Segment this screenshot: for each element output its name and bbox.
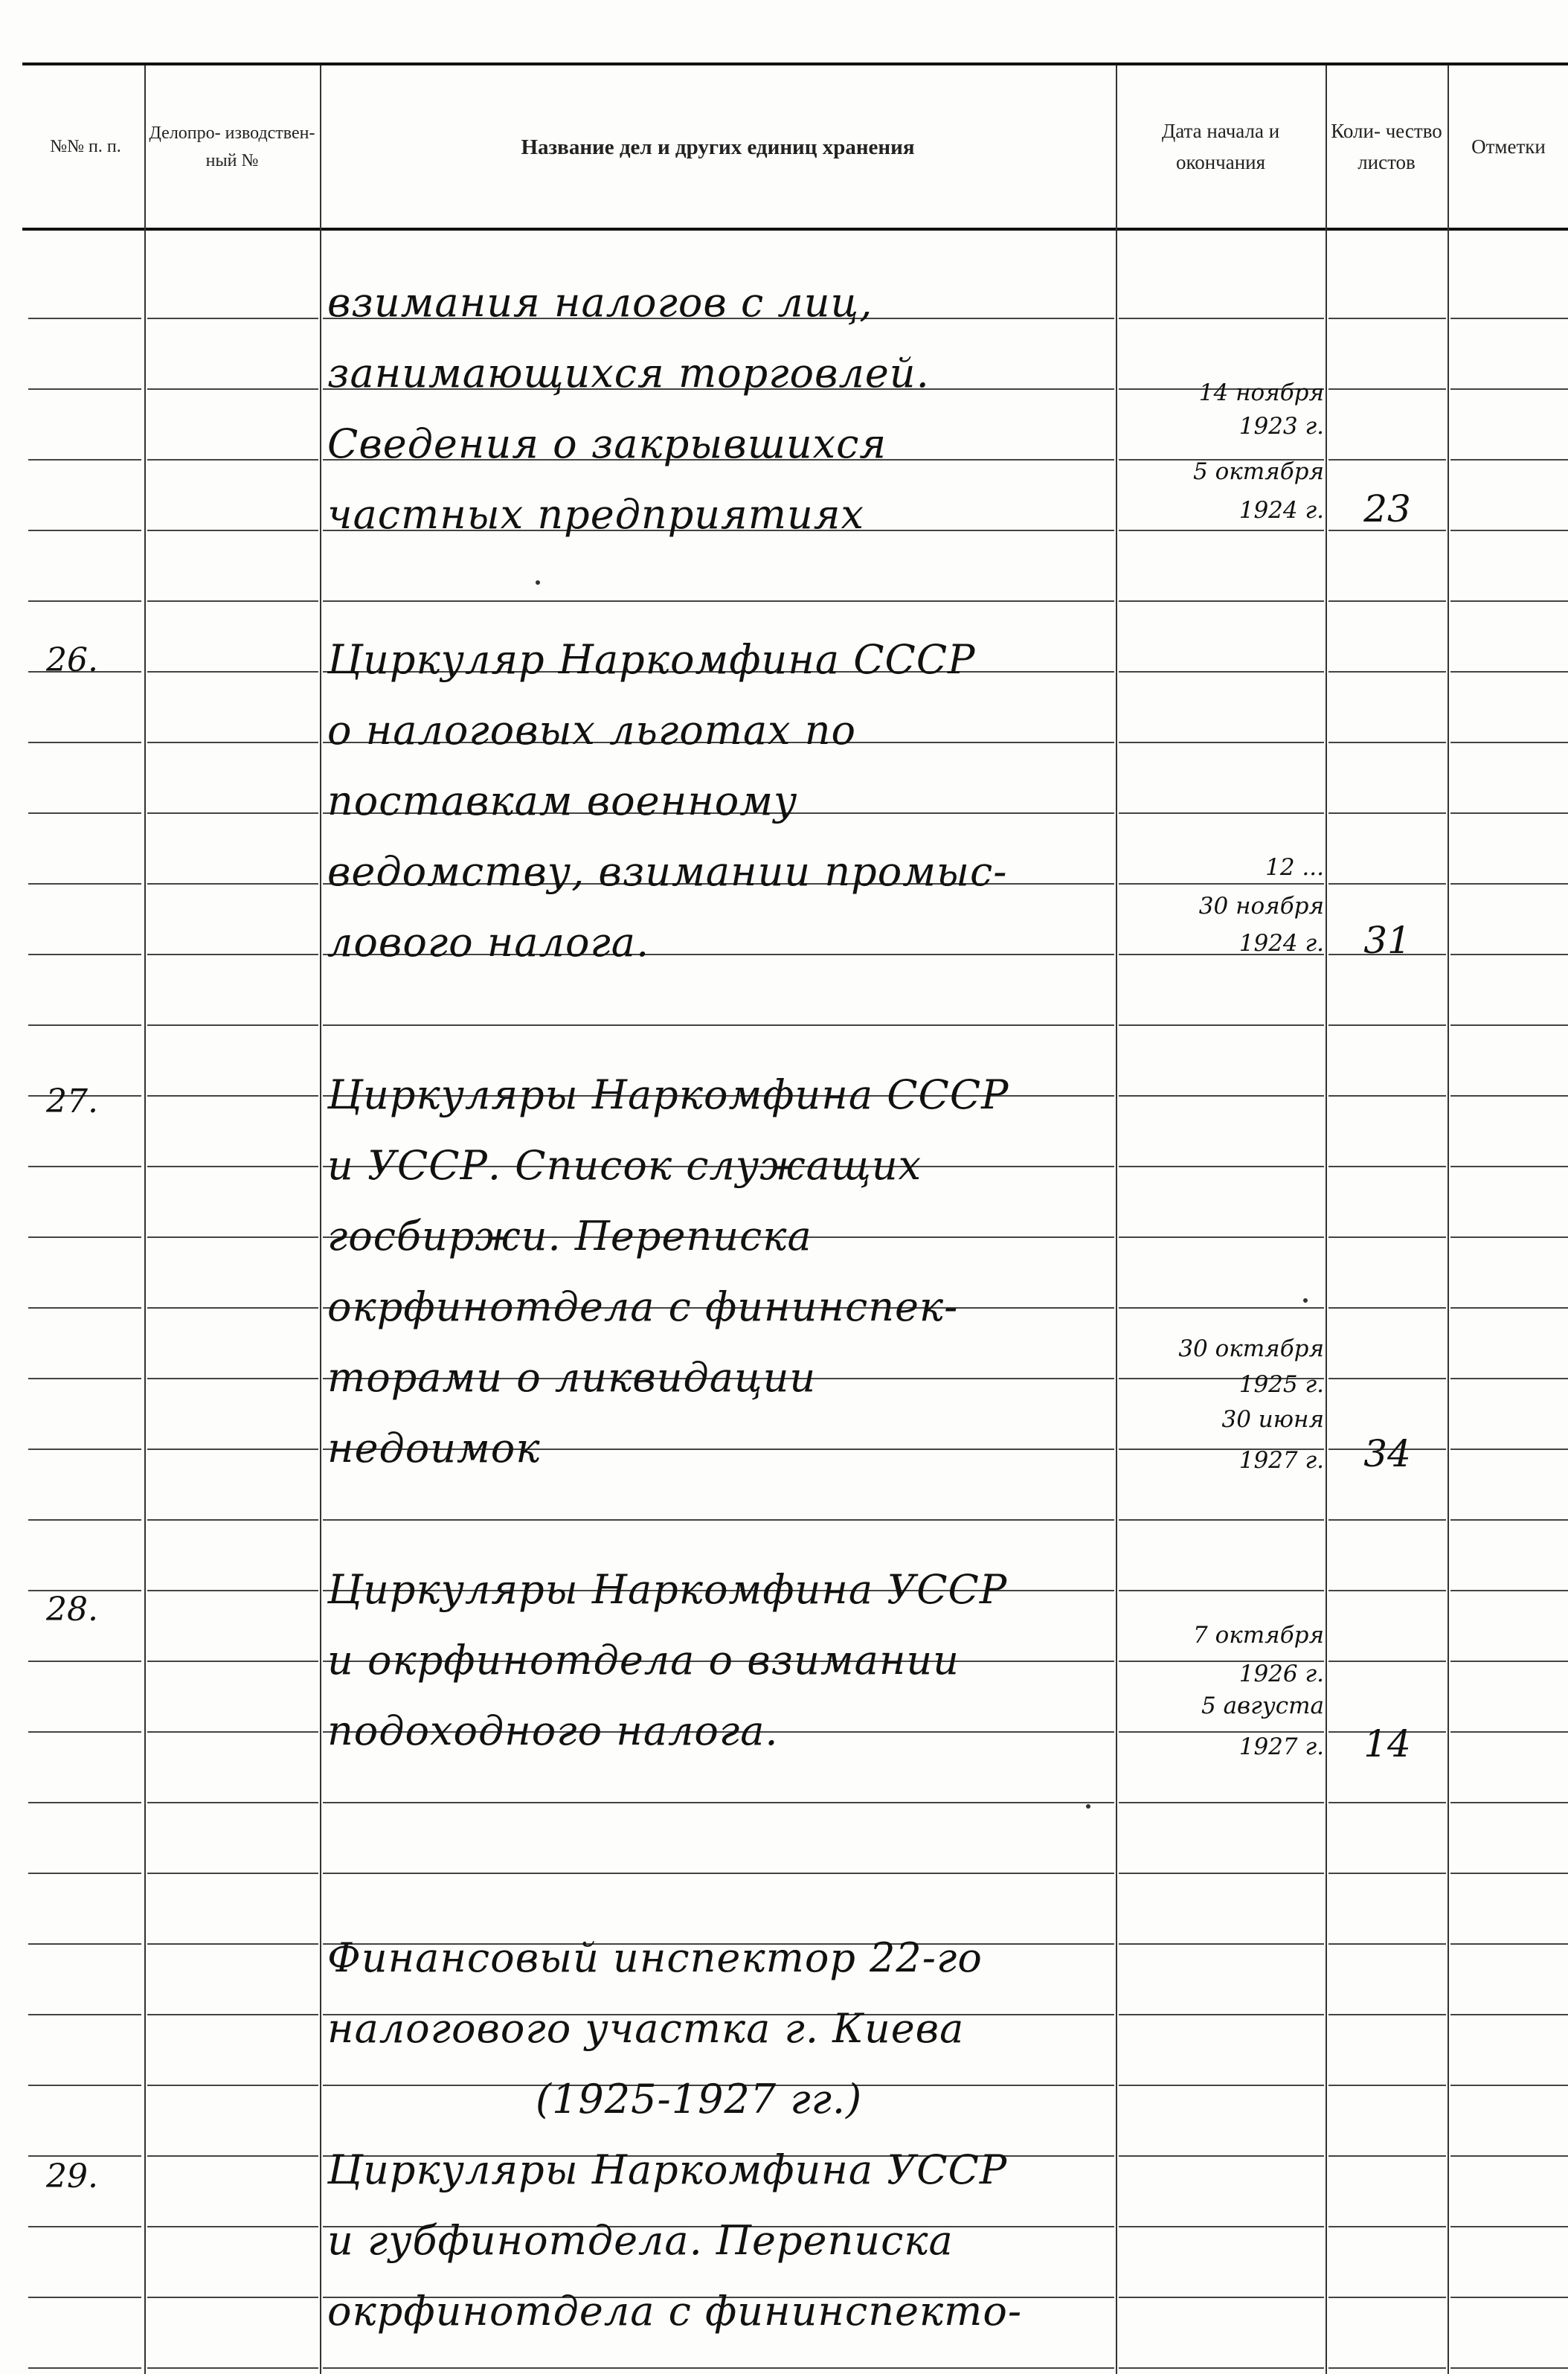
ruled-line: [1119, 2155, 1324, 2157]
ruled-line: [147, 742, 318, 743]
ruled-line: [1119, 2297, 1324, 2298]
ruled-line: [147, 1590, 318, 1591]
ruled-line: [147, 671, 318, 673]
entry-line: и окрфинотдела о взимании: [327, 1637, 960, 1684]
ruled-line: [1119, 742, 1324, 743]
ruled-line: [323, 600, 1114, 602]
date-line: 30 октября: [1178, 1335, 1324, 1362]
ruled-line: [28, 388, 141, 390]
ruled-line: [1119, 812, 1324, 814]
column-divider: [320, 65, 321, 2374]
header-title: Название дел и других единиц хранения: [521, 135, 915, 159]
ruled-line: [28, 1943, 141, 1945]
ruled-line: [147, 2155, 318, 2157]
date-line: 5 октября: [1193, 458, 1324, 485]
ruled-line: [1450, 318, 1568, 319]
ruled-line: [1328, 459, 1446, 461]
entry-line: частных предприятиях: [327, 491, 864, 538]
ruled-line: [147, 954, 318, 955]
ruled-line: [147, 1024, 318, 1026]
ruled-line: [147, 2226, 318, 2227]
header-dates: Дата начала и окончания: [1161, 120, 1280, 173]
ruled-line: [1119, 318, 1324, 319]
entry-line: Сведения о закрывшихся: [327, 420, 887, 467]
ruled-line: [147, 1943, 318, 1945]
ruled-line: [1450, 2367, 1568, 2369]
date-line: 1923 г.: [1238, 413, 1324, 440]
ruled-line: [1450, 883, 1568, 885]
ruled-line: [1328, 2155, 1446, 2157]
ruled-line: [147, 1731, 318, 1733]
ruled-line: [1119, 671, 1324, 673]
date-line: 1924 г.: [1238, 930, 1324, 957]
ruled-line: [147, 1095, 318, 1097]
ruled-line: [1450, 671, 1568, 673]
header-sheets: Коли- чество листов: [1331, 120, 1442, 173]
ruled-line: [1328, 671, 1446, 673]
date-line: 1927 г.: [1238, 1447, 1324, 1474]
ruled-line: [147, 318, 318, 319]
ruled-line: [323, 1802, 1114, 1803]
ruled-line: [28, 600, 141, 602]
ruled-line: [147, 1166, 318, 1167]
ruled-line: [28, 1166, 141, 1167]
ruled-line: [28, 2367, 141, 2369]
ruled-line: [1450, 1590, 1568, 1591]
column-divider: [1326, 65, 1327, 2374]
entry-line: Циркуляр Наркомфина СССР: [327, 636, 976, 683]
ruled-line: [1328, 883, 1446, 885]
ruled-line: [28, 1449, 141, 1450]
ruled-line: [28, 1519, 141, 1521]
ruled-line: [1450, 459, 1568, 461]
ruled-line: [147, 883, 318, 885]
ruled-line: [28, 1024, 141, 1026]
ruled-line: [1450, 2155, 1568, 2157]
entry-line: Циркуляры Наркомфина СССР: [327, 1071, 1009, 1118]
ruled-line: [28, 2226, 141, 2227]
ruled-line: [1119, 883, 1324, 885]
date-line: 1927 г.: [1238, 1733, 1324, 1760]
ruled-line: [147, 2297, 318, 2298]
ruled-line: [28, 1731, 141, 1733]
entry-line: окрфинотдела с фининспекто-: [327, 2288, 1023, 2335]
ruled-line: [1450, 1661, 1568, 1662]
ruled-line: [1328, 318, 1446, 319]
ruled-line: [1328, 1943, 1446, 1945]
ruled-line: [1450, 1731, 1568, 1733]
ruled-line: [147, 2085, 318, 2086]
ruled-line: [1450, 2226, 1568, 2227]
ruled-line: [28, 2085, 141, 2086]
ruled-line: [1328, 1024, 1446, 1026]
header-notes: Отметки: [1471, 135, 1546, 158]
ruled-line: [1119, 1166, 1324, 1167]
ruled-line: [147, 600, 318, 602]
section-heading-line: (1925-1927 гг.): [536, 2076, 863, 2123]
ruled-line: [1328, 812, 1446, 814]
ruled-line: [1450, 1024, 1568, 1026]
ruled-line: [1450, 1943, 1568, 1945]
ruled-line: [1450, 2014, 1568, 2015]
entry-number: 29.: [46, 2158, 98, 2195]
entry-line: занимающихся торговлей.: [327, 350, 930, 397]
entry-line: лового налога.: [327, 919, 650, 966]
entry-line: торами о ликвидации: [327, 1354, 817, 1401]
ruled-line: [1328, 1378, 1446, 1379]
ruled-line: [1450, 954, 1568, 955]
ruled-line: [147, 1236, 318, 1238]
ink-speck: [536, 580, 540, 585]
ruled-line: [1328, 600, 1446, 602]
date-line: 5 августа: [1201, 1693, 1324, 1719]
ruled-line: [1119, 1731, 1324, 1733]
column-divider: [144, 65, 146, 2374]
entry-line: недоимок: [327, 1425, 541, 1472]
ruled-line: [1119, 2085, 1324, 2086]
table-header-border: [22, 228, 1568, 231]
entry-line: окрфинотдела с фининспек-: [327, 1283, 959, 1330]
section-heading-line: налогового участка г. Киева: [327, 2005, 965, 2052]
ink-speck: [1303, 1298, 1308, 1303]
ruled-line: [1450, 388, 1568, 390]
ruled-line: [1328, 1307, 1446, 1309]
ruled-line: [1119, 1873, 1324, 1874]
entry-line: Циркуляры Наркомфина УССР: [327, 1566, 1008, 1613]
ruled-line: [147, 2367, 318, 2369]
entry-line: ведомству, взимании промыс-: [327, 848, 1008, 895]
date-line: 14 ноября: [1198, 379, 1324, 406]
entry-number: 26.: [46, 641, 98, 679]
sheet-count: 31: [1363, 919, 1411, 962]
ruled-line: [147, 1449, 318, 1450]
ruled-line: [147, 1519, 318, 1521]
ruled-line: [1119, 1024, 1324, 1026]
ruled-line: [1119, 2226, 1324, 2227]
date-line: 12 ...: [1265, 854, 1324, 881]
ruled-line: [323, 1024, 1114, 1026]
entry-number: 27.: [46, 1082, 98, 1120]
ruled-line: [28, 2014, 141, 2015]
section-heading-line: Финансовый инспектор 22-го: [327, 1934, 983, 1981]
ruled-line: [1119, 1943, 1324, 1945]
ruled-line: [1328, 1802, 1446, 1803]
ruled-line: [28, 1661, 141, 1662]
ruled-line: [323, 1519, 1114, 1521]
ruled-line: [28, 742, 141, 743]
ruled-line: [1450, 1166, 1568, 1167]
ruled-line: [1328, 1590, 1446, 1591]
ruled-line: [1119, 1236, 1324, 1238]
ruled-line: [1450, 1378, 1568, 1379]
ruled-line: [1450, 1519, 1568, 1521]
ruled-line: [1450, 2297, 1568, 2298]
ruled-line: [28, 1873, 141, 1874]
ruled-line: [1328, 2085, 1446, 2086]
ruled-line: [1450, 1307, 1568, 1309]
ruled-line: [1119, 1590, 1324, 1591]
ruled-line: [147, 1802, 318, 1803]
date-line: 1925 г.: [1238, 1371, 1324, 1398]
sheet-count: 34: [1363, 1432, 1411, 1475]
ruled-line: [1328, 1095, 1446, 1097]
ruled-line: [147, 388, 318, 390]
ruled-line: [1328, 2367, 1446, 2369]
ruled-line: [1328, 2014, 1446, 2015]
entry-line: взимания налогов с лиц,: [327, 279, 873, 326]
ruled-line: [1450, 530, 1568, 531]
ruled-line: [28, 530, 141, 531]
ink-speck: [1086, 1804, 1090, 1809]
ruled-line: [28, 1802, 141, 1803]
ruled-line: [1328, 1166, 1446, 1167]
ruled-line: [28, 812, 141, 814]
ruled-line: [147, 530, 318, 531]
date-line: 30 ноября: [1198, 893, 1324, 920]
entry-line: и губфинотдела. Переписка: [327, 2217, 954, 2264]
ruled-line: [1328, 1236, 1446, 1238]
ruled-line: [28, 1378, 141, 1379]
ruled-line: [147, 812, 318, 814]
ruled-line: [1119, 1095, 1324, 1097]
ruled-line: [1450, 1236, 1568, 1238]
ruled-line: [1450, 812, 1568, 814]
ruled-line: [147, 2014, 318, 2015]
ruled-line: [28, 2297, 141, 2298]
entry-line: Циркуляры Наркомфина УССР: [327, 2146, 1008, 2193]
ruled-line: [1119, 1519, 1324, 1521]
ruled-line: [1450, 1449, 1568, 1450]
ruled-line: [147, 1307, 318, 1309]
column-divider: [1116, 65, 1117, 2374]
entry-line: подоходного налога.: [327, 1707, 779, 1754]
date-line: 30 июня: [1221, 1406, 1324, 1433]
ruled-line: [28, 2155, 141, 2157]
ruled-line: [28, 318, 141, 319]
ruled-line: [1450, 1873, 1568, 1874]
ruled-line: [1328, 1519, 1446, 1521]
date-line: 1926 г.: [1238, 1661, 1324, 1687]
date-line: 7 октября: [1193, 1622, 1324, 1649]
entry-line: о налоговых льготах по: [327, 707, 857, 754]
entry-line: и УССР. Список служащих: [327, 1142, 922, 1189]
ruled-line: [1450, 600, 1568, 602]
ruled-line: [1328, 1873, 1446, 1874]
ruled-line: [1119, 2367, 1324, 2369]
ruled-line: [28, 954, 141, 955]
ruled-line: [1328, 1661, 1446, 1662]
column-divider: [1447, 65, 1449, 2374]
sheet-count: 23: [1363, 487, 1411, 530]
entry-line: госбиржи. Переписка: [327, 1213, 812, 1260]
ruled-line: [147, 1873, 318, 1874]
ruled-line: [1119, 600, 1324, 602]
ruled-line: [1119, 1307, 1324, 1309]
ruled-line: [1119, 1802, 1324, 1803]
ruled-line: [147, 459, 318, 461]
ruled-line: [28, 459, 141, 461]
ruled-line: [1328, 388, 1446, 390]
ruled-line: [1450, 1802, 1568, 1803]
ruled-line: [1450, 2085, 1568, 2086]
ruled-line: [1450, 1095, 1568, 1097]
table-top-border: [22, 62, 1568, 65]
ruled-line: [28, 1236, 141, 1238]
ruled-line: [1328, 2297, 1446, 2298]
header-office-number: Делопро- изводствен- ный №: [149, 123, 315, 170]
ruled-line: [147, 1661, 318, 1662]
ruled-line: [1119, 2014, 1324, 2015]
date-line: 1924 г.: [1238, 497, 1324, 524]
ruled-line: [147, 1378, 318, 1379]
ruled-line: [28, 883, 141, 885]
ruled-line: [1119, 530, 1324, 531]
header-number: №№ п. п.: [50, 137, 121, 157]
ruled-line: [28, 1307, 141, 1309]
entry-number: 28.: [46, 1591, 98, 1629]
ruled-line: [1328, 742, 1446, 743]
ruled-line: [323, 2367, 1114, 2369]
ruled-line: [323, 1873, 1114, 1874]
ruled-line: [1328, 2226, 1446, 2227]
sheet-count: 14: [1363, 1722, 1411, 1765]
entry-line: поставкам военному: [327, 777, 798, 824]
ruled-line: [1450, 742, 1568, 743]
